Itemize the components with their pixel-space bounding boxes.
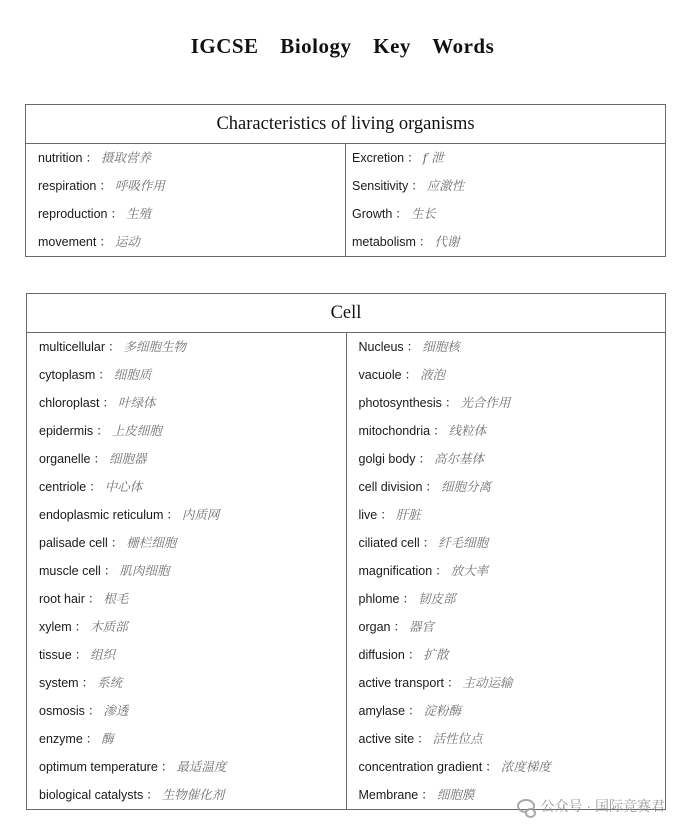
term-english: organ — [358, 620, 391, 634]
term-row — [347, 473, 666, 501]
term-row — [27, 389, 346, 417]
term-english: active site — [358, 732, 415, 746]
term-separator: ： — [99, 235, 112, 249]
term-english: endoplasmic reticulum — [39, 508, 164, 522]
term-separator: ： — [102, 396, 115, 410]
term-row — [27, 445, 346, 473]
term-separator: ： — [395, 207, 408, 221]
term-chinese: 运动 — [114, 234, 140, 249]
term-english: enzyme — [39, 732, 83, 746]
cell-table — [26, 293, 666, 810]
term-row — [27, 641, 346, 669]
term-row — [347, 445, 666, 473]
cell-right-column — [346, 333, 666, 810]
term-separator: ： — [110, 536, 124, 550]
term-english: movement — [38, 235, 97, 249]
term-separator: ： — [96, 424, 109, 438]
term-english: multicellular — [39, 340, 105, 354]
term-separator: ： — [380, 508, 393, 522]
term-english: optimum temperature — [39, 760, 158, 774]
term-chinese: 淀粉酶 — [423, 703, 462, 718]
term-row — [27, 473, 346, 501]
term-row — [27, 417, 346, 445]
term-separator: ： — [433, 424, 446, 438]
term-english: reproduction — [38, 207, 108, 221]
term-row — [27, 781, 346, 809]
term-chinese: 渗透 — [103, 703, 129, 718]
term-row — [346, 200, 665, 228]
term-chinese: 光合作用 — [460, 395, 511, 410]
term-separator: ： — [411, 179, 424, 193]
term-separator: ： — [108, 340, 121, 354]
term-row — [27, 697, 346, 725]
term-separator: ： — [444, 396, 458, 410]
term-row — [27, 529, 346, 557]
term-chinese: 多细胞生物 — [123, 339, 187, 354]
term-chinese: 系统 — [97, 675, 123, 690]
cell-left-column — [27, 333, 347, 810]
term-chinese: 叶绿体 — [117, 395, 156, 410]
term-row — [347, 529, 666, 557]
term-english: epidermis — [39, 424, 94, 438]
term-chinese: 器官 — [409, 619, 435, 634]
term-chinese: 内质网 — [181, 507, 220, 522]
term-english: ciliated cell — [358, 536, 420, 550]
term-chinese: 栅栏细胞 — [126, 535, 177, 550]
term-chinese: 上皮细胞 — [111, 423, 162, 438]
term-separator: ： — [418, 235, 432, 249]
term-english: tissue — [39, 648, 72, 662]
term-chinese: 生物催化剂 — [161, 787, 225, 802]
term-row — [27, 669, 346, 697]
term-chinese: 细胞核 — [422, 339, 460, 354]
term-separator: ： — [408, 704, 421, 718]
watermark-text: 公众号 · 国际竞赛君 — [540, 798, 665, 814]
term-row — [347, 641, 666, 669]
watermark — [517, 796, 665, 816]
term-chinese: 生殖 — [126, 206, 152, 221]
term-chinese: 摄取营养 — [101, 150, 152, 165]
term-english: Growth — [352, 207, 393, 221]
term-english: diffusion — [358, 648, 405, 662]
term-separator: ： — [85, 732, 99, 746]
term-chinese: 高尔基体 — [434, 451, 485, 466]
term-english: mitochondria — [358, 424, 431, 438]
term-separator: ： — [110, 207, 124, 221]
term-separator: ： — [85, 151, 98, 165]
characteristics-left-column — [26, 144, 346, 257]
characteristics-right-column — [346, 144, 666, 257]
cell-heading: Cell — [27, 294, 666, 333]
term-english: Membrane — [358, 788, 419, 802]
term-english: cell division — [358, 480, 423, 494]
term-english: Sensitivity — [352, 179, 409, 193]
term-english: Nucleus — [358, 340, 404, 354]
term-separator: ： — [418, 452, 432, 466]
term-chinese: 液泡 — [420, 367, 446, 382]
term-english: phlome — [358, 592, 400, 606]
term-chinese: 应激性 — [426, 178, 465, 193]
term-english: chloroplast — [39, 396, 100, 410]
term-chinese: 肝脏 — [395, 507, 421, 522]
term-english: palisade cell — [39, 536, 108, 550]
term-chinese: 线粒体 — [448, 423, 487, 438]
term-english: xylem — [39, 620, 72, 634]
term-separator: ： — [421, 788, 434, 802]
term-english: respiration — [38, 179, 97, 193]
term-separator: ： — [160, 760, 174, 774]
term-chinese: 细胞膜 — [436, 787, 475, 802]
term-separator: ： — [446, 676, 460, 690]
term-chinese: 根毛 — [103, 591, 129, 606]
term-separator: ： — [166, 508, 179, 522]
term-separator: ： — [407, 151, 420, 165]
term-chinese: 最适温度 — [176, 759, 227, 774]
term-chinese: 细胞质 — [113, 367, 152, 382]
term-chinese: 中心体 — [104, 479, 143, 494]
term-separator: ： — [425, 480, 438, 494]
term-row — [347, 333, 666, 361]
term-row — [27, 725, 346, 753]
term-chinese: 浓度梯度 — [500, 759, 551, 774]
term-separator: ： — [407, 648, 421, 662]
term-row — [27, 361, 346, 389]
term-row — [27, 585, 346, 613]
term-chinese: 放大率 — [450, 563, 489, 578]
term-english: osmosis — [39, 704, 85, 718]
term-row — [27, 557, 346, 585]
term-chinese: 酶 — [101, 731, 114, 746]
term-separator: ： — [87, 592, 101, 606]
term-row — [347, 417, 666, 445]
term-english: biological catalysts — [39, 788, 144, 802]
term-english: centriole — [39, 480, 87, 494]
characteristics-table — [25, 104, 666, 257]
term-row — [347, 585, 666, 613]
term-english: concentration gradient — [358, 760, 483, 774]
term-separator: ： — [393, 620, 406, 634]
term-row — [347, 669, 666, 697]
term-english: active transport — [358, 676, 444, 690]
term-row — [346, 144, 665, 172]
term-separator: ： — [81, 676, 95, 690]
term-separator: ： — [435, 564, 448, 578]
term-english: metabolism — [352, 235, 416, 249]
term-chinese: 纤毛细胞 — [438, 535, 489, 550]
term-chinese: 主动运输 — [462, 675, 513, 690]
term-row — [27, 501, 346, 529]
term-english: Excretion — [352, 151, 405, 165]
term-english: golgi body — [358, 452, 416, 466]
term-row — [346, 172, 665, 200]
term-row — [347, 613, 666, 641]
term-english: cytoplasm — [39, 368, 96, 382]
term-row — [347, 697, 666, 725]
term-row — [26, 200, 345, 228]
term-english: live — [358, 508, 378, 522]
term-english: system — [39, 676, 79, 690]
term-chinese: 活性位点 — [432, 731, 483, 746]
term-row — [347, 725, 666, 753]
term-chinese: 组织 — [90, 647, 116, 662]
characteristics-heading: Characteristics of living organisms — [26, 105, 666, 144]
term-english: vacuole — [358, 368, 402, 382]
term-row — [27, 753, 346, 781]
term-separator: ： — [485, 760, 498, 774]
term-row — [346, 228, 665, 256]
term-row — [347, 389, 666, 417]
term-separator: ： — [402, 592, 416, 606]
term-chinese: 木质部 — [90, 619, 128, 634]
term-separator: ： — [98, 368, 111, 382]
term-row — [347, 501, 666, 529]
term-separator: ： — [74, 648, 88, 662]
term-separator: ： — [406, 340, 420, 354]
term-chinese: 生长 — [410, 206, 436, 221]
term-chinese: 呼吸作用 — [114, 178, 165, 193]
term-chinese: 肌肉细胞 — [119, 563, 170, 578]
term-separator: ： — [417, 732, 430, 746]
term-english: nutrition — [38, 151, 83, 165]
term-english: root hair — [39, 592, 85, 606]
term-row — [26, 172, 345, 200]
term-separator: ： — [404, 368, 418, 382]
term-separator: ： — [93, 452, 106, 466]
term-english: photosynthesis — [358, 396, 442, 410]
term-row — [26, 228, 345, 256]
term-english: amylase — [358, 704, 406, 718]
term-separator: ： — [99, 179, 112, 193]
term-row — [347, 557, 666, 585]
term-english: organelle — [39, 452, 91, 466]
wechat-icon — [517, 799, 535, 813]
term-row — [347, 753, 666, 781]
term-chinese: 细胞器 — [108, 451, 147, 466]
term-separator: ： — [74, 620, 88, 634]
document-title: IGCSE Biology Key Words — [190, 34, 495, 58]
term-row — [27, 333, 346, 361]
term-chinese: 扩散 — [423, 647, 449, 662]
term-chinese: 细胞分离 — [440, 479, 491, 494]
term-chinese: 代谢 — [434, 234, 460, 249]
term-english: magnification — [358, 564, 433, 578]
term-row — [27, 613, 346, 641]
term-row — [347, 361, 666, 389]
term-separator: ： — [89, 480, 102, 494]
term-row — [26, 144, 345, 172]
term-chinese: f 泄 — [422, 150, 444, 165]
term-separator: ： — [146, 788, 159, 802]
term-english: muscle cell — [39, 564, 101, 578]
term-chinese: 韧皮部 — [418, 591, 456, 606]
term-separator: ： — [422, 536, 436, 550]
term-separator: ： — [103, 564, 117, 578]
term-separator: ： — [87, 704, 101, 718]
